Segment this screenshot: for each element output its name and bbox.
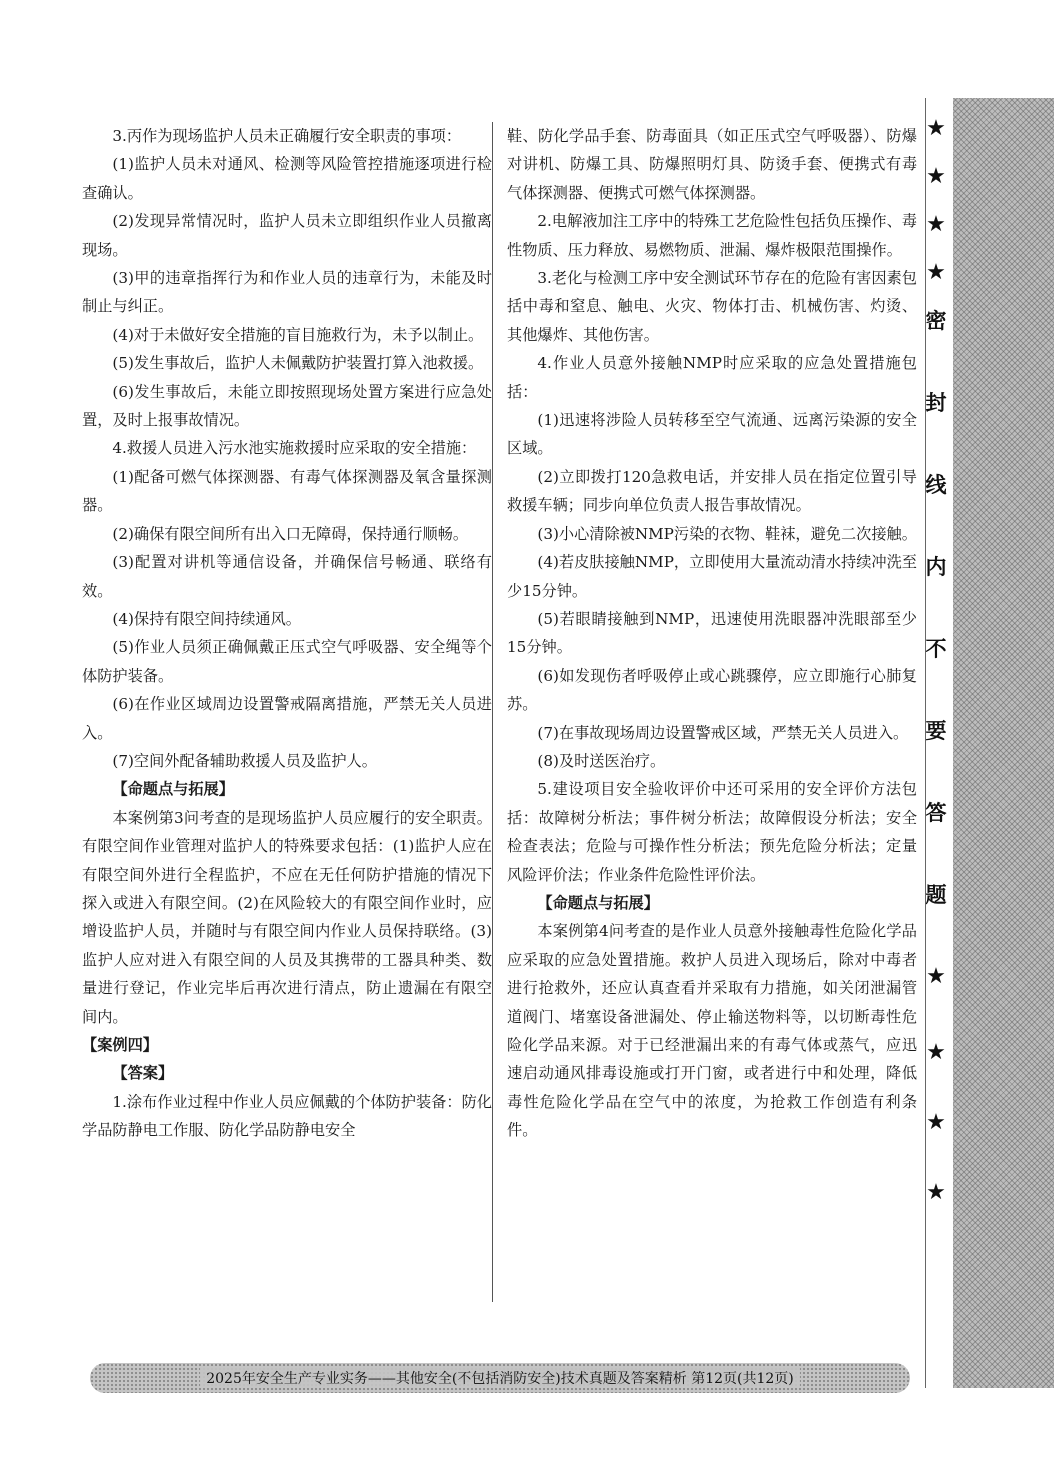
star-icon: ★ [926, 1180, 946, 1205]
seal-char: 内 [925, 554, 947, 579]
seal-char: 封 [925, 390, 947, 415]
star-icon: ★ [926, 1040, 946, 1065]
seal-char: 线 [925, 472, 947, 497]
section-heading: 【答案】 [112, 1064, 174, 1083]
paragraph: (2)确保有限空间所有出入口无障碍，保持通行顺畅。 [112, 524, 469, 543]
paragraph: 3.老化与检测工序中安全测试环节存在的危险有害因素包括中毒和窒息、触电、火灾、物体打击、机械伤害、灼烫、其他爆炸、其他伤害。 [507, 269, 917, 344]
paragraph: (3)甲的违章指挥行为和作业人员的违章行为，未能及时制止与纠正。 [82, 269, 492, 316]
section-heading: 【命题点与拓展】 [112, 780, 234, 799]
right-column [507, 122, 917, 1145]
footer-text: 2025年安全生产专业实务——其他安全(不包括消防安全)技术真题及答案精析 第12页(共12页) [200, 1368, 800, 1388]
seal-char: 答 [925, 800, 947, 825]
paragraph: (1)监护人员未对通风、检测等风险管控措施逐项进行检查确认。 [82, 155, 492, 202]
paragraph: (3)小心清除被NMP污染的衣物、鞋袜，避免二次接触。 [537, 524, 917, 543]
paragraph: 1.涂布作业过程中作业人员应佩戴的个体防护装备：防化学品防静电工作服、防化学品防静电安全 [82, 1092, 492, 1140]
star-icon: ★ [926, 212, 946, 237]
star-icon: ★ [926, 116, 946, 141]
paragraph: (6)在作业区域周边设置警戒隔离措施，严禁无关人员进入。 [82, 695, 492, 742]
column-divider [492, 122, 493, 1302]
paragraph: (6)如发现伤者呼吸停止或心跳骤停，应立即施行心肺复苏。 [507, 666, 917, 714]
paragraph: (3)配置对讲机等通信设备，并确保信号畅通、联络有效。 [82, 553, 492, 600]
paragraph: 本案例第3问考查的是现场监护人员应履行的安全职责。有限空间作业管理对监护人的特殊要求包括：(1)监护人应在有限空间外进行全程监护，不应在无任何防护措施的情况下探入或进入有限空间。(2)在风险较大的有限空间作业时，应增设监护人员，并随时与有限空间内作业人员保持联络。(3)监护人应对进入有限空间的人员及其携带的工器具种类、数量进行登记，作业完毕后再次进行清点，防止遗漏在有限空间内。 [82, 808, 492, 1026]
paragraph: (4)对于未做好安全措施的盲目施救行为，未予以制止。 [112, 325, 484, 344]
paragraph: 本案例第4问考查的是作业人员意外接触毒性危险化学品应采取的应急处置措施。救护人员进入现场后，除对中毒者进行抢救外，还应认真查看并采取有力措施，如关闭泄漏管道阀门、堵塞设备泄漏处、停止输送物料等，以切断毒性危险化学品来源。对于已经泄漏出来的有毒气体或蒸气，应迅速启动通风排毒设施或打开门窗，或者进行中和处理，降低毒性危险化学品在空气中的浓度，为抢救工作创造有利条件。 [507, 922, 917, 1140]
paragraph: (5)作业人员须正确佩戴正压式空气呼吸器、安全绳等个体防护装备。 [82, 638, 492, 685]
paragraph: 4.救援人员进入污水池实施救援时应采取的安全措施： [112, 439, 477, 458]
paragraph: 2.电解液加注工序中的特殊工艺危险性包括负压操作、毒性物质、压力释放、易燃物质、泄漏、爆炸极限范围操作。 [507, 212, 917, 259]
page-footer [90, 1363, 910, 1393]
seal-line-notice [920, 118, 952, 1203]
paragraph: (6)发生事故后，未能立即按照现场处置方案进行应急处置，及时上报事故情况。 [82, 382, 492, 430]
section-heading: 【案例四】 [82, 1036, 158, 1054]
star-icon: ★ [926, 1110, 946, 1135]
star-icon: ★ [926, 164, 946, 189]
paragraph: (4)保持有限空间持续通风。 [112, 609, 301, 628]
paragraph: (4)若皮肤接触NMP，立即使用大量流动清水持续冲洗至少15分钟。 [507, 553, 917, 600]
paragraph: (2)发现异常情况时，监护人员未立即组织作业人员撤离现场。 [82, 212, 492, 259]
paragraph: 4.作业人员意外接触NMP时应采取的应急处置措施包括： [507, 354, 917, 401]
seal-char: 不 [925, 636, 947, 661]
paragraph: (8)及时送医治疗。 [537, 751, 666, 770]
paragraph: (2)立即拨打120急救电话，并安排人员在指定位置引导救援车辆；同步向单位负责人报告事故情况。 [507, 467, 917, 515]
seal-char: 题 [925, 882, 947, 907]
paragraph: 3.丙作为现场监护人员未正确履行安全职责的事项： [112, 127, 462, 145]
paragraph: (5)发生事故后，监护人未佩戴防护装置打算入池救援。 [112, 354, 484, 373]
left-column [82, 122, 492, 1145]
paragraph: (7)在事故现场周边设置警戒区域，严禁无关人员进入。 [537, 723, 909, 742]
star-icon: ★ [926, 260, 946, 285]
section-heading: 【命题点与拓展】 [537, 893, 659, 912]
seal-char: 密 [925, 308, 947, 333]
paragraph: (5)若眼睛接触到NMP，迅速使用洗眼器冲洗眼部至少15分钟。 [507, 609, 917, 657]
seal-hatch-strip [953, 98, 1054, 1388]
paragraph: (1)配备可燃气体探测器、有毒气体探测器及氧含量探测器。 [82, 467, 492, 515]
paragraph: (7)空间外配备辅助救援人员及监护人。 [112, 751, 377, 770]
star-icon: ★ [926, 964, 946, 989]
paragraph: 5.建设项目安全验收评价中还可采用的安全评价方法包括：故障树分析法；事件树分析法；故障假设分析法；安全检查表法；危险与可操作性分析法；预先危险分析法；定量风险评价法；作业条件危险性评价法。 [507, 780, 917, 884]
seal-char: 要 [925, 718, 947, 743]
paragraph: 鞋、防化学品手套、防毒面具（如正压式空气呼吸器）、防爆对讲机、防爆工具、防爆照明灯具、防烫手套、便携式有毒气体探测器、便携式可燃气体探测器。 [507, 127, 917, 202]
paragraph: (1)迅速将涉险人员转移至空气流通、远离污染源的安全区域。 [507, 411, 917, 458]
